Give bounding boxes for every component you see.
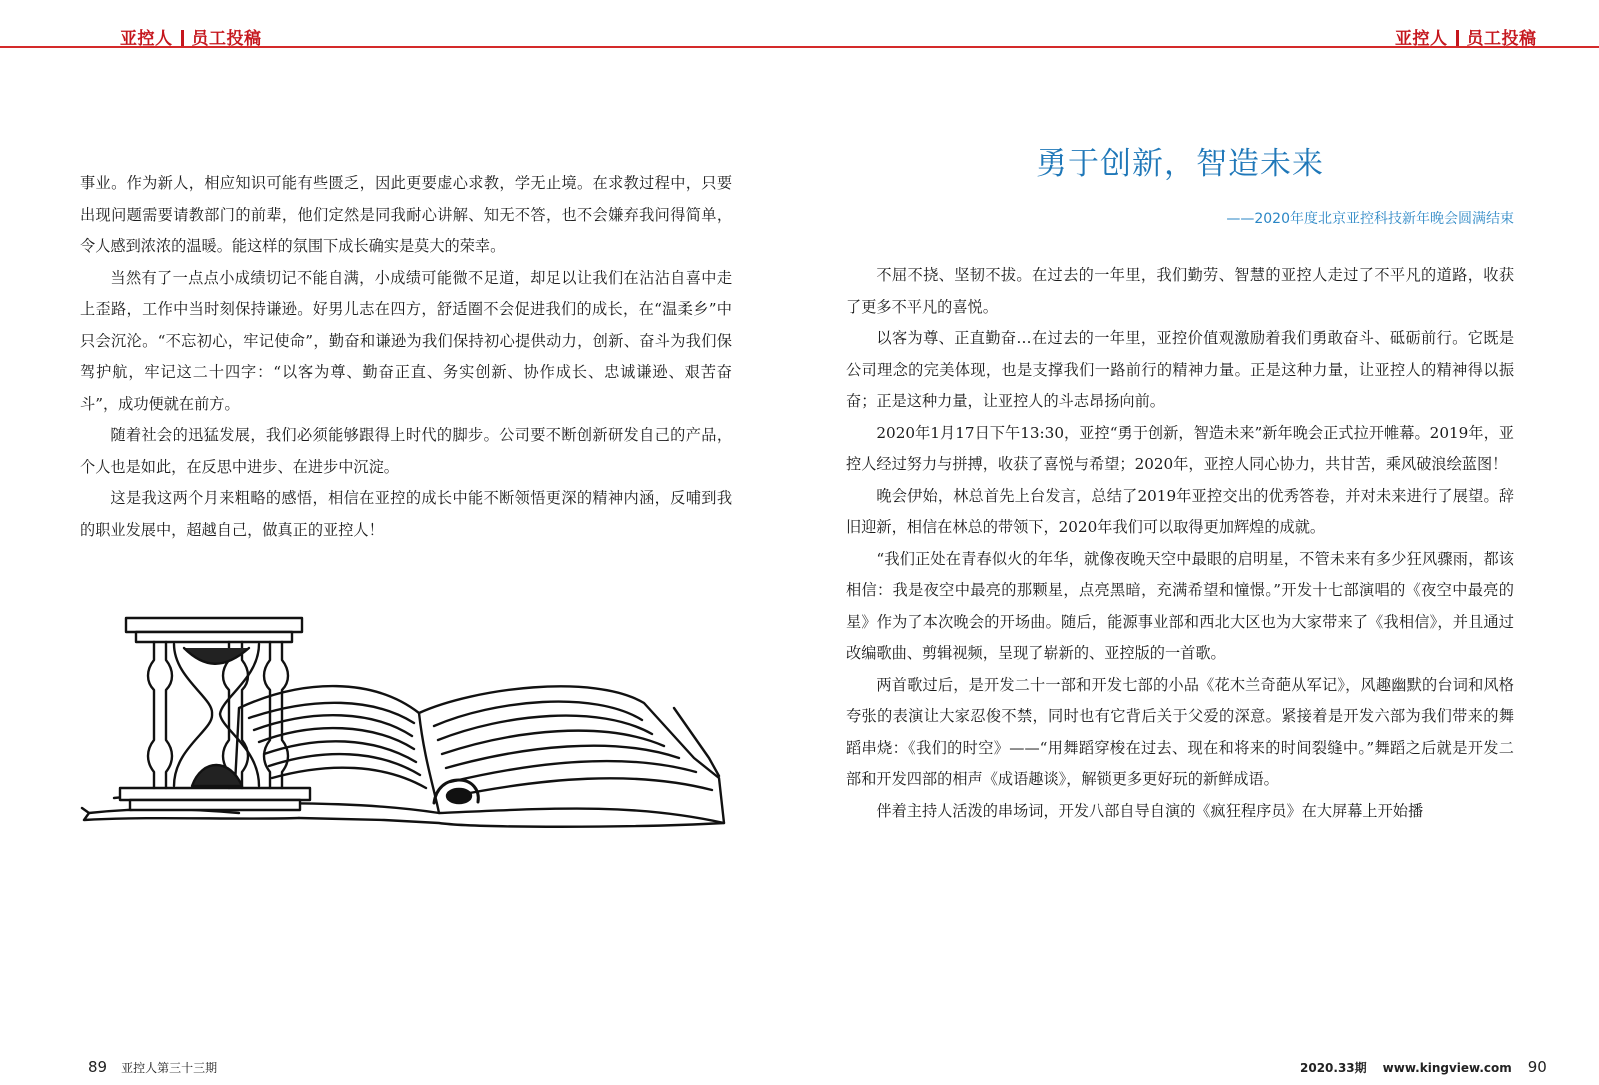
right-paragraph: 两首歌过后，是开发二十一部和开发七部的小品《花木兰奇葩从军记》，风趣幽默的台词和风格夸张的表演让大家忍俊不禁，同时也有它背后关于父爱的深意。紧接着是开发六部为我们带来的舞蹈串烧：《我们的时空》——“用舞蹈穿梭在过去、现在和将来的时间裂缝中。”舞蹈之后就是开发二部和开发四部的相声《成语趣谈》，解锁更多更好玩的新鲜成语。 (846, 675, 1514, 788)
header-brand-right: 亚控人 (1395, 29, 1448, 49)
footer-website: www.kingview.com (1382, 1061, 1512, 1075)
header-left (120, 24, 262, 49)
left-paragraph: 这是我这两个月来粗略的感悟，相信在亚控的成长中能不断领悟更深的精神内涵，反哺到我的职业发展中，超越自己，做真正的亚控人！ (80, 489, 732, 539)
article-title: 勇于创新，智造未来 (1036, 146, 1324, 182)
right-paragraph: 2020年1月17日下午13:30，亚控“勇于创新，智造未来”新年晚会正式拉开帷幕。2019年，亚控人经过努力与拼搏，收获了喜悦与希望；2020年，亚控人同心协力，共甘苦，乘风破浪绘蓝图！ (846, 423, 1514, 473)
page-number-right: 90 (1527, 1058, 1547, 1076)
right-paragraph: 伴着主持人活泼的串场词，开发八部自导自演的《疯狂程序员》在大屏幕上开始播 (876, 801, 1424, 820)
right-paragraph: 不屈不挠、坚韧不拔。在过去的一年里，我们勤劳、智慧的亚控人走过了不平凡的道路，收获了更多不平凡的喜悦。 (846, 266, 1514, 316)
footer-right (1300, 1058, 1547, 1076)
right-paragraph: 以客为尊、正直勤奋…在过去的一年里，亚控价值观激励着我们勇敢奋斗、砥砺前行。它既是公司理念的完美体现，也是支撑我们一路前行的精神力量。正是这种力量，让亚控人的精神得以振奋；正是这种力量，让亚控人的斗志昂扬向前。 (846, 329, 1514, 410)
header-separator (181, 30, 184, 46)
page-number-left: 89 (88, 1058, 108, 1076)
header-brand-left: 亚控人 (120, 29, 173, 49)
article-subtitle: ——2020年度北京亚控科技新年晚会圆满结束 (1226, 211, 1514, 227)
right-page-body (846, 260, 1514, 827)
footer-issue: 2020.33期 (1300, 1061, 1367, 1075)
header-section-right: 员工投稿 (1466, 29, 1537, 49)
hourglass-book-illustration (74, 608, 734, 838)
left-page-body (80, 168, 732, 546)
right-paragraph: 晚会伊始，林总首先上台发言，总结了2019年亚控交出的优秀答卷，并对未来进行了展望。辞旧迎新，相信在林总的带领下，2020年我们可以取得更加辉煌的成就。 (846, 486, 1514, 536)
left-paragraph: 事业。作为新人，相应知识可能有些匮乏，因此更要虚心求教，学无止境。在求教过程中，只要出现问题需要请教部门的前辈，他们定然是同我耐心讲解、知无不答，也不会嫌弃我问得简单，令人感到浓浓的温暖。能这样的氛围下成长确实是莫大的荣幸。 (80, 174, 732, 255)
header-separator (1456, 30, 1459, 46)
header-section-left: 员工投稿 (191, 29, 262, 49)
left-paragraph: 随着社会的迅猛发展，我们必须能够跟得上时代的脚步。公司要不断创新研发自己的产品，个人也是如此，在反思中进步、在进步中沉淀。 (80, 426, 732, 476)
footer-left (88, 1058, 217, 1076)
left-paragraph: 当然有了一点点小成绩切记不能自满，小成绩可能微不足道，却足以让我们在沾沾自喜中走上歪路，工作中当时刻保持谦逊。好男儿志在四方，舒适圈不会促进我们的成长，在“温柔乡”中只会沉沦。“不忘初心，牢记使命”，勤奋和谦逊为我们保持初心提供动力，创新、奋斗为我们保驾护航，牢记这二十四字：“以客为尊、勤奋正直、务实创新、协作成长、忠诚谦逊、艰苦奋斗”，成功便就在前方。 (80, 268, 732, 413)
header-right (1395, 24, 1537, 49)
footer-publication-title: 亚控人第三十三期 (121, 1061, 218, 1075)
right-paragraph: “我们正处在青春似火的年华，就像夜晚天空中最眼的启明星，不管未来有多少狂风骤雨，都该相信：我是夜空中最亮的那颗星，点亮黑暗，充满希望和憧憬。”开发十七部演唱的《夜空中最亮的星》作为了本次晚会的开场曲。随后，能源事业部和西北大区也为大家带来了《我相信》，并且通过改编歌曲、剪辑视频，呈现了崭新的、亚控版的一首歌。 (846, 549, 1514, 662)
